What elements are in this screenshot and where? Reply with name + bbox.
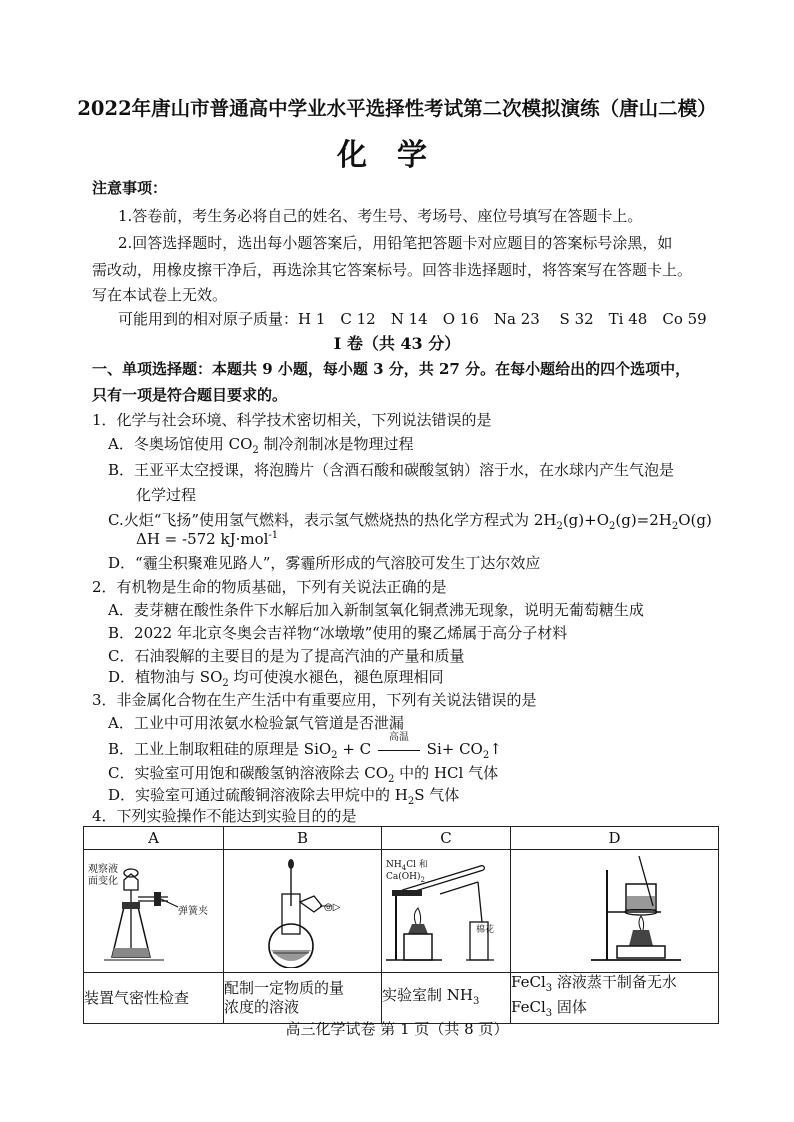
notice-item-2-line-2: 需改动，用橡皮擦干净后，再选涂其它答案标号。回答非选择题时，将答案写在答题卡上。 [92, 261, 693, 279]
notice-item-1: 1.答卷前，考生务必将自己的姓名、考生号、考场号、座位号填写在答题卡上。 [118, 207, 643, 225]
apparatus-c-cell [382, 850, 511, 973]
q1-option-b-line-1: B．王亚平太空授课，将泡腾片（含酒石酸和碳酸氢钠）溶于水，在水球内产生气泡是 [108, 461, 675, 479]
apparatus-a-cell [84, 850, 224, 973]
ammonia-prep-apparatus [382, 852, 510, 970]
notice-item-2-line-3: 写在本试卷上无效。 [92, 286, 228, 304]
q1-option-a: A．冬奥场馆使用 $CO_2$ 制冷剂制冰是物理过程 [108, 435, 414, 456]
q4-stem: 4．下列实验操作不能达到实验目的的是 [92, 807, 357, 825]
section-instruction-line-2: 只有一项是符合题目要求的。 [92, 386, 288, 404]
q4-experiment-table [83, 826, 719, 1024]
caption-d-line-1: FeCl$_3$ 溶液蒸干制备无水 [511, 973, 677, 994]
caption-d [511, 973, 719, 1024]
q1-option-b-line-2: 化学过程 [136, 486, 197, 504]
page-footer: 高三化学试卷 第 1 页（共 8 页） [285, 1020, 509, 1038]
evaporation-apparatus [511, 850, 718, 968]
col-header-c: C [382, 827, 511, 850]
col-header-d: D [511, 827, 719, 850]
caption-d-line-2: FeCl$_3$ 固体 [511, 998, 587, 1019]
apparatus-d-cell [511, 850, 719, 973]
volumetric-flask-apparatus [224, 850, 381, 968]
exam-title: 2022年唐山市普通高中学业水平选择性考试第二次模拟演练（唐山二模） [77, 97, 717, 120]
q2-stem: 2．有机物是生命的物质基础，下列有关说法正确的是 [92, 578, 447, 596]
section-instruction-line-1: 一、单项选择题：本题共 9 小题，每小题 3 分，共 27 分。在每小题给出的四个选项中， [92, 360, 691, 378]
svg-text:◎▷: ◎▷ [324, 902, 341, 913]
apparatus-c-label-1: $NH_4Cl$ 和 [386, 860, 428, 872]
q3-option-c: C．实验室可用饱和碳酸氢钠溶液除去 $CO_2$ 中的 HCl 气体 [108, 764, 499, 785]
q3-option-b: B．工业上制取粗硅的原理是 SiO$_2$ + C 高温 $Si+ CO_2↑$ [108, 732, 502, 761]
q1-stem: 1．化学与社会环境、科学技术密切相关，下列说法错误的是 [92, 411, 492, 429]
apparatus-a-label-2: 面变化 [88, 876, 118, 887]
apparatus-b-cell [224, 850, 382, 973]
atomic-mass-line: 可能用到的相对原子质量：H 1 C 12 N 14 O 16 Na 23 S 32 Ti 48 Co 59 [118, 310, 707, 328]
apparatus-a-label-1: 观察液 [88, 864, 118, 875]
notice-item-2-line-1: 2.回答选择题时，选出每小题答案后，用铅笔把答题卡对应题目的答案标号涂黑，如 [118, 234, 673, 252]
caption-b [224, 973, 382, 1024]
notice-heading: 注意事项： [92, 179, 168, 197]
col-header-a: A [84, 827, 224, 850]
apparatus-c-label-3: 棉花 [476, 925, 495, 935]
reaction-condition-arrow: 高温 [376, 740, 422, 758]
q1-option-c-line-1: C.火炬“飞扬”使用氢气燃料，表示氢气燃烧热的热化学方程式为 $2H_2(g)+O_2(g)=2H_2O(g)$ [108, 511, 712, 532]
subject-title: 化学 [337, 138, 457, 173]
q2-option-b: B．2022 年北京冬奥会吉祥物“冰墩墩”使用的聚乙烯属于高分子材料 [108, 624, 568, 642]
section-title: I 卷（共 43 分） [333, 334, 461, 353]
apparatus-c-label-2: $Ca(OH)_2$ [386, 872, 425, 884]
caption-b-line-2: 浓度的溶液 [224, 998, 300, 1016]
q3-stem: 3．非金属化合物在生产生活中有重要应用，下列有关说法错误的是 [92, 691, 537, 709]
caption-a: 装置气密性检查 [84, 973, 224, 1024]
apparatus-a-label-3: 弹簧夹 [178, 906, 208, 917]
airtightness-check-apparatus [84, 852, 223, 970]
q3-option-d: D．实验室可通过硫酸铜溶液除去甲烷中的 $H_2S$ 气体 [108, 786, 460, 807]
q1-option-d: D．“霾尘积聚难见路人”，雾霾所形成的气溶胶可发生丁达尔效应 [108, 554, 541, 572]
q1-option-c-line-2: ΔH = -572 kJ·mol$^{-1}$ [136, 530, 279, 548]
caption-b-line-1: 配制一定物质的量 [224, 979, 345, 997]
caption-c: 实验室制 $NH_3$ [382, 973, 511, 1024]
q2-option-d: D．植物油与 $SO_2$ 均可使溴水褪色，褪色原理相同 [108, 668, 444, 689]
col-header-b: B [224, 827, 382, 850]
q3-option-a: A．工业中可用浓氨水检验氯气管道是否泄漏 [108, 714, 404, 732]
q2-option-c: C．石油裂解的主要目的是为了提高汽油的产量和质量 [108, 647, 465, 665]
q2-option-a: A．麦芽糖在酸性条件下水解后加入新制氢氧化铜煮沸无现象，说明无葡萄糖生成 [108, 601, 644, 619]
